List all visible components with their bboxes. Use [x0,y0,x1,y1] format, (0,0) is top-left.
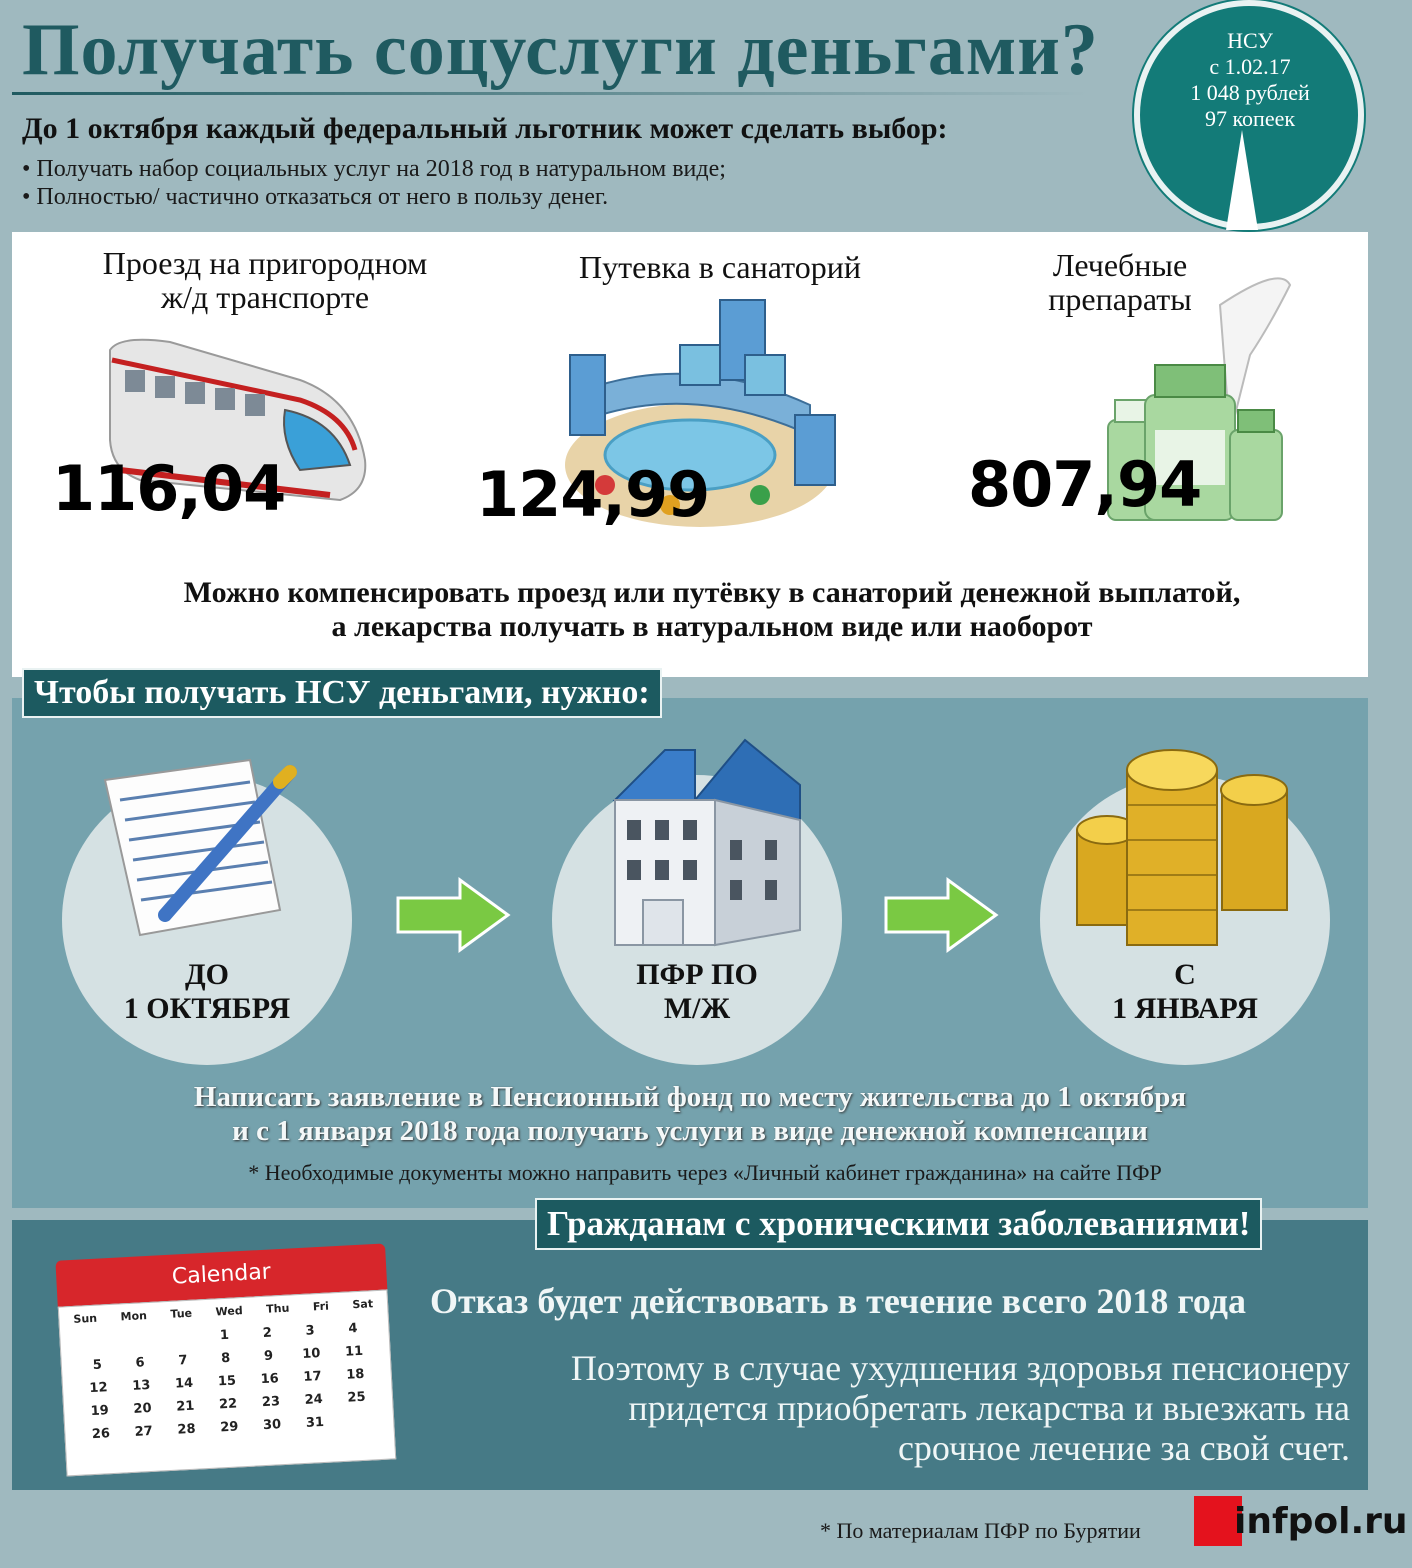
weekday: Sat [352,1297,374,1312]
calendar-day: 10 [301,1346,321,1362]
step-label-pfr [552,958,842,1026]
weekday: Wed [215,1304,243,1319]
service-title-line: ж/д транспорте [160,279,370,315]
calendar-day: 11 [344,1343,364,1360]
building-icon [605,730,805,945]
calendar-day: 18 [345,1366,365,1383]
nsu-rubles: 1 048 рублей [1190,80,1310,105]
step-label-deadline [62,958,352,1026]
weekday: Thu [265,1301,290,1316]
consequence-line: срочное лечение за свой счет. [897,1428,1350,1468]
title-underline [12,92,1087,95]
service-title-train [60,246,470,314]
nsu-badge-pointer [1226,130,1258,230]
intro-text: До 1 октября каждый федеральный льготник может сделать выбор: [22,112,948,145]
calendar-day: 9 [263,1348,274,1364]
weekday: Sun [73,1311,98,1326]
step-label-january [1040,958,1330,1026]
calendar-day: 6 [135,1355,146,1371]
nsu-label: НСУ [1227,28,1273,53]
calendar-day: 5 [92,1357,103,1373]
consequence-line: придется приобретать лекарства и выезжать на [628,1388,1350,1428]
service-title-line: Проезд на пригородном [102,245,428,281]
step-label-line: С [1174,958,1196,991]
price-sanatorium: 124,99 [476,458,710,531]
compensation-line: Можно компенсировать проезд или путёвку в санаторий денежной выплатой, [183,576,1241,609]
calendar-day [117,1331,161,1348]
consequence-line: Поэтому в случае ухудшения здоровья пенсионеру [570,1348,1350,1388]
step-label-line: ПФР ПО [636,958,758,991]
nsu-date: с 1.02.17 [1209,54,1291,79]
calendar-day [336,1412,380,1429]
calendar-day: 27 [134,1423,154,1440]
consequence-text [420,1348,1350,1468]
calendar-day: 15 [217,1373,237,1390]
calendar-day: 1 [219,1327,230,1344]
calendar-day [74,1334,118,1351]
bullet-natural: • Получать набор социальных услуг на 2018 год в натуральном виде; [22,156,726,182]
calendar-day: 21 [175,1398,195,1415]
calendar-icon [55,1243,394,1445]
calendar-day: 17 [303,1369,322,1385]
chronic-title: Гражданам с хроническими заболеваниями! [535,1198,1262,1250]
nsu-badge-text [1140,28,1360,132]
service-title-line: Путевка в санаторий [579,249,861,285]
documents-note: * Необходимые документы можно направить через «Личный кабинет гражданина» на сайте ПФР [248,1160,1162,1185]
coins-icon [1072,735,1297,950]
apply-line: Написать заявление в Пенсионный фонд по месту жительства до 1 октября [193,1081,1187,1113]
document-pen-icon [100,760,300,940]
compensation-line: а лекарства получать в натуральном виде или наоборот [331,610,1093,643]
service-title-sanatorium [520,250,920,284]
apply-line: и с 1 января 2018 года получать услуги в виде денежной компенсации [232,1115,1148,1147]
step-label-line: ДО [185,958,229,991]
site-logo[interactable] [1194,1496,1408,1546]
calendar-day: 20 [133,1400,152,1417]
calendar-grid [74,1320,379,1443]
calendar-day: 29 [219,1419,239,1436]
calendar-day: 14 [174,1375,194,1392]
calendar-day: 26 [91,1426,111,1443]
source-note: * По материалам ПФР по Бурятии [820,1518,1141,1543]
calendar-day: 30 [262,1417,282,1434]
bullet-money: • Полностью/ частично отказаться от него в пользу денег. [22,184,609,210]
compensation-note [12,576,1412,644]
weekday: Mon [120,1309,148,1324]
arrow-right-icon [886,880,996,950]
nsu-kopecks: 97 копеек [1204,106,1296,131]
calendar-day: 16 [260,1371,280,1388]
apply-instruction [12,1080,1368,1148]
calendar-day: 7 [178,1352,188,1369]
calendar-day: 8 [220,1350,231,1367]
calendar-day: 22 [218,1396,238,1413]
weekday: Tue [170,1306,193,1321]
logo-text: infpol.ru [1234,1500,1408,1542]
steps-title: Чтобы получать НСУ деньгами, нужно: [22,668,662,718]
weekday: Fri [312,1299,330,1314]
calendar-day: 3 [305,1323,316,1339]
calendar-day: 31 [305,1414,325,1431]
step-label-line: 1 ОКТЯБРЯ [123,992,291,1025]
price-train: 116,04 [52,452,286,525]
calendar-day: 4 [348,1321,358,1337]
calendar-day: 19 [90,1403,110,1420]
calendar-day [160,1329,204,1346]
service-title-line: Лечебные [1052,247,1188,283]
calendar-day: 25 [347,1389,366,1406]
step-label-line: 1 ЯНВАРЯ [1112,992,1258,1025]
page-title: Получать соцуслуги деньгами? [22,9,1099,91]
calendar-day: 13 [131,1377,151,1394]
calendar-day: 23 [261,1394,281,1411]
refusal-statement: Отказ будет действовать в течение всего 2018 года [430,1281,1247,1321]
calendar-day: 24 [304,1391,324,1408]
calendar-day: 12 [89,1380,108,1397]
calendar-header: Calendar [55,1243,387,1306]
calendar-day: 2 [262,1325,273,1341]
calendar-day: 28 [177,1421,196,1438]
step-label-line: М/Ж [663,992,731,1025]
price-medicines: 807,94 [968,448,1202,521]
arrow-right-icon [398,880,508,950]
service-title-line: препараты [1048,281,1192,317]
